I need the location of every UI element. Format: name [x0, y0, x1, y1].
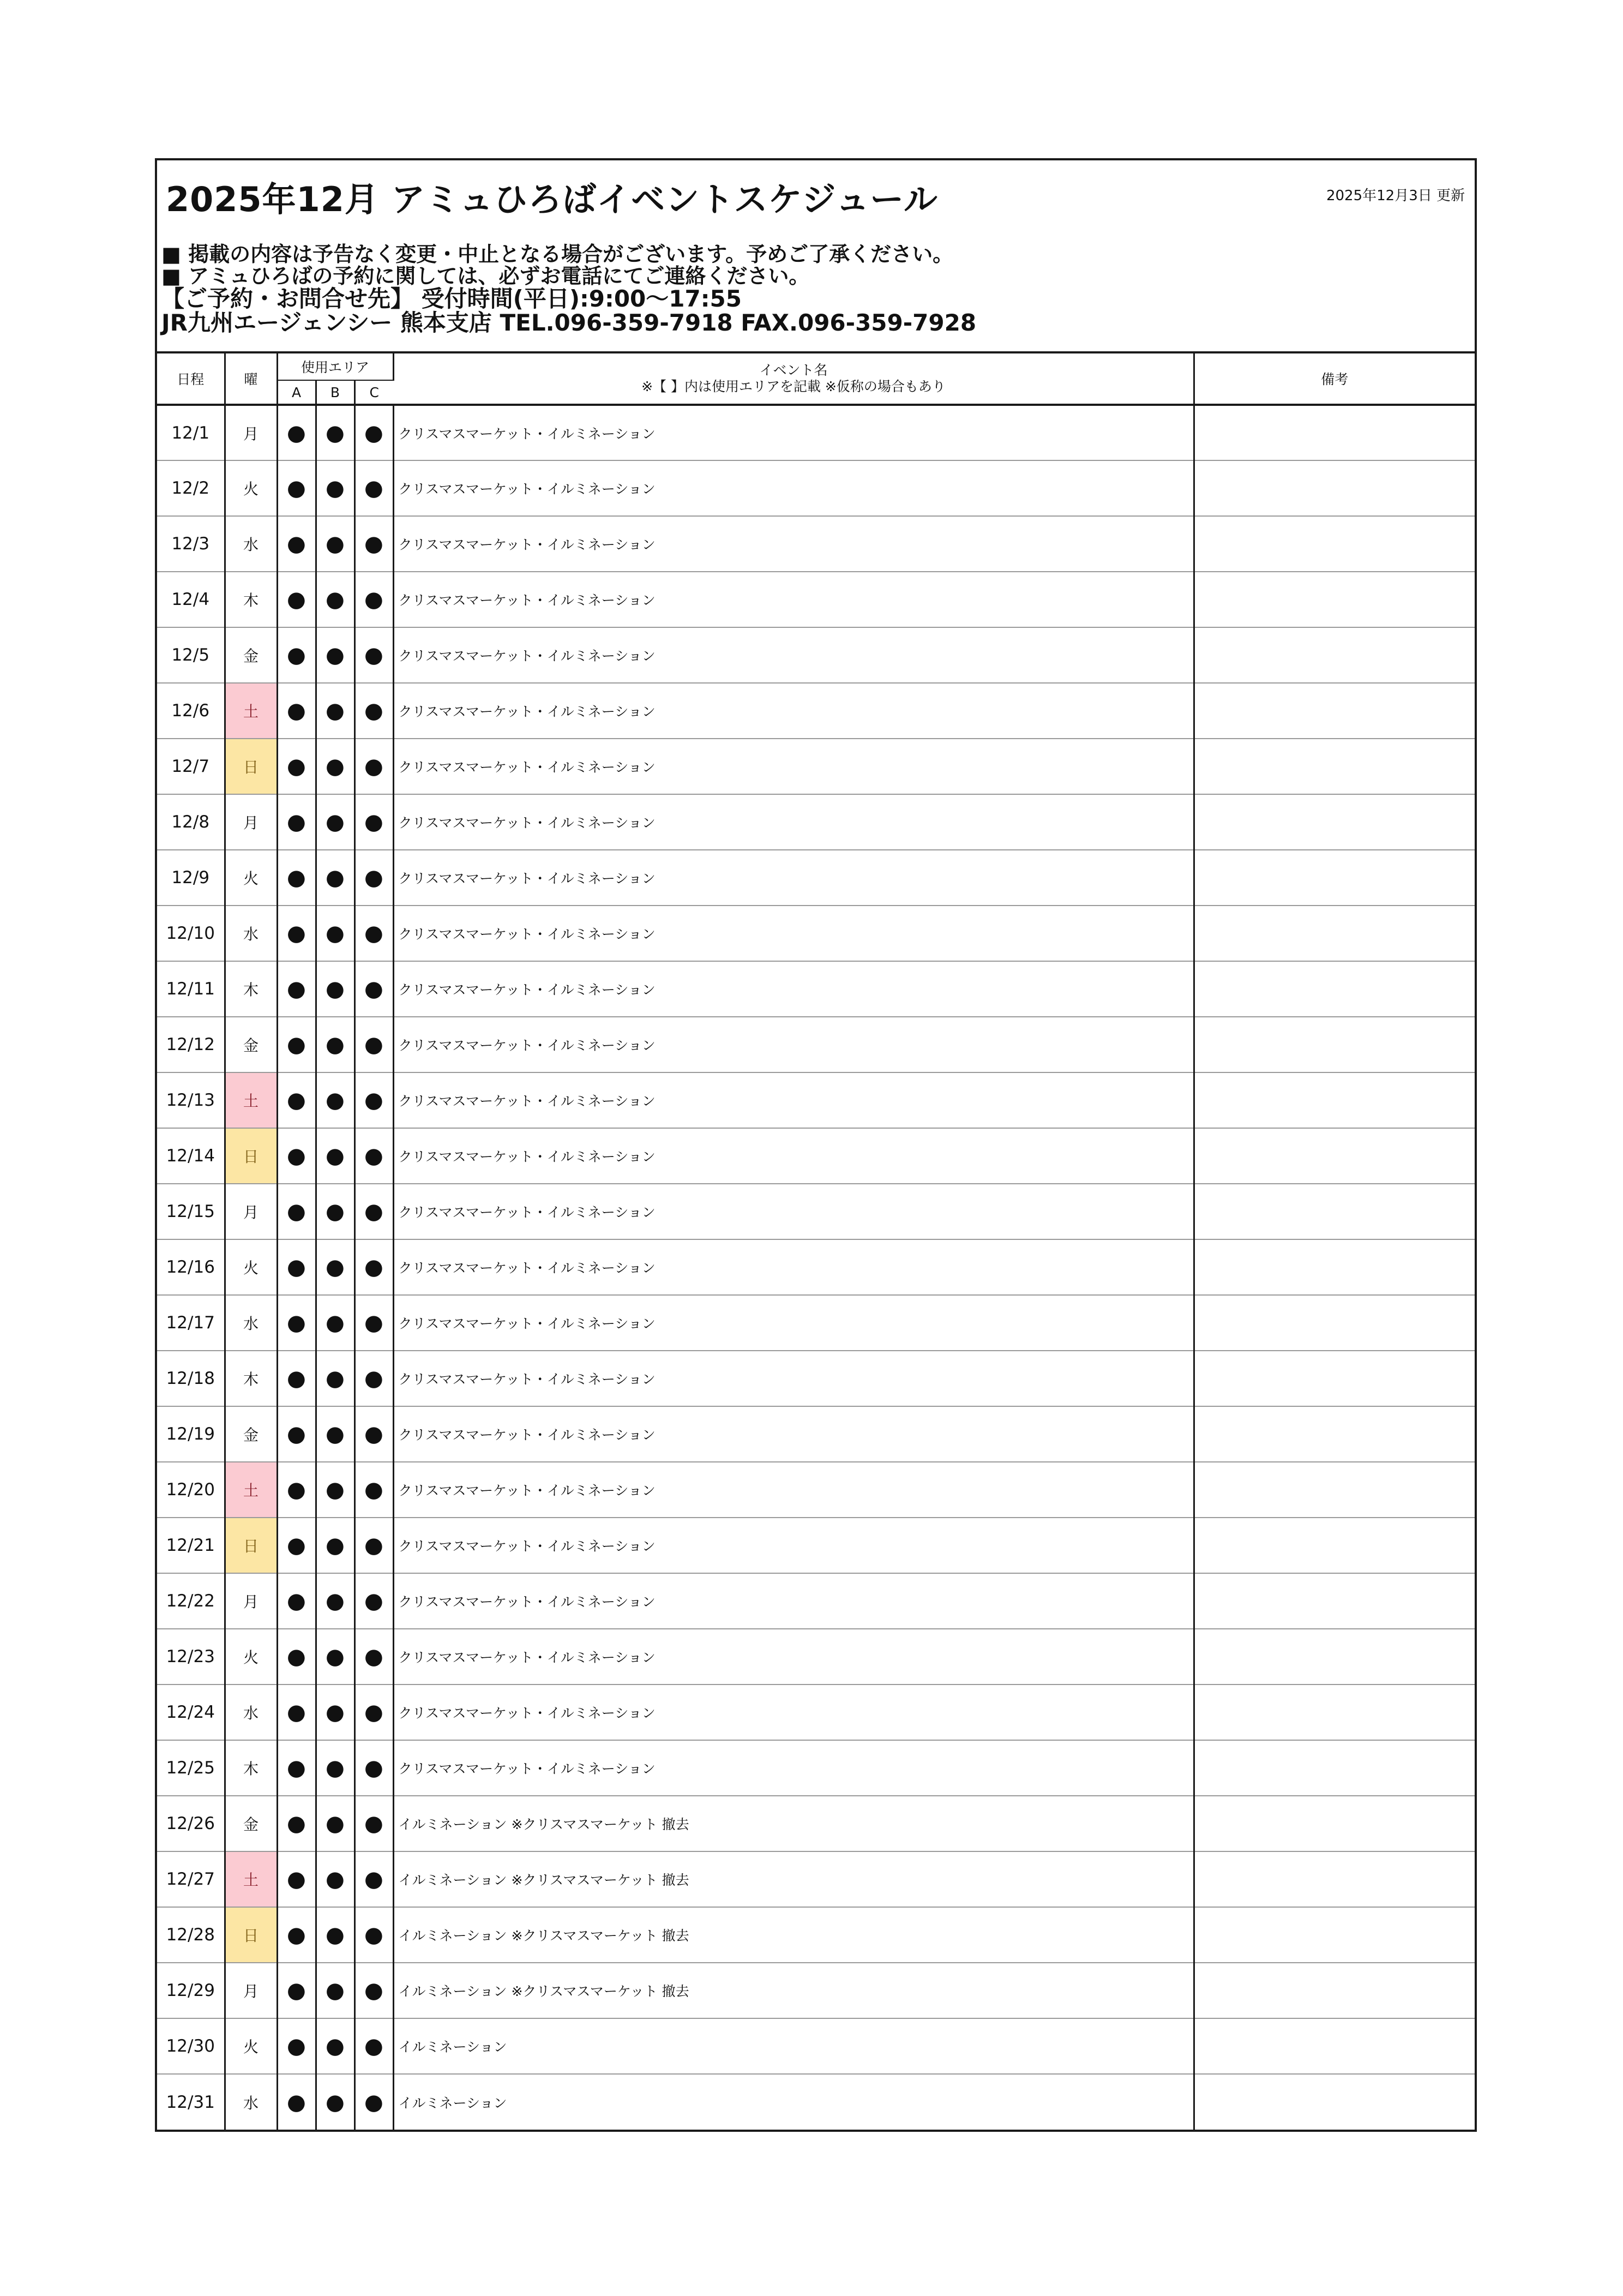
date-cell: 12/21 — [157, 1518, 225, 1573]
date-cell: 12/30 — [157, 2018, 225, 2074]
remarks-cell — [1194, 1963, 1475, 2018]
area-c-mark: ● — [354, 1851, 393, 1907]
date-cell: 12/17 — [157, 1295, 225, 1351]
column-header-area-a: A — [277, 380, 316, 405]
day-of-week-cell: 木 — [225, 961, 277, 1017]
remarks-cell — [1194, 1351, 1475, 1406]
column-header-area-b: B — [316, 380, 354, 405]
column-header-event-note: ※【 】内は使用エリアを記載 ※仮称の場合もあり — [641, 379, 946, 394]
day-of-week-cell: 日 — [225, 1128, 277, 1184]
area-a-mark: ● — [277, 739, 316, 794]
updated-date: 2025年12月3日 更新 — [1326, 188, 1465, 204]
area-c-mark: ● — [354, 1351, 393, 1406]
area-b-mark: ● — [316, 516, 354, 572]
date-cell: 12/29 — [157, 1963, 225, 2018]
area-c-mark: ● — [354, 739, 393, 794]
date-cell: 12/5 — [157, 627, 225, 683]
event-name-cell: クリスマスマーケット・イルミネーション — [393, 1462, 1194, 1518]
contact-hours: 【ご予約・お問合せ先】 受付時間(平日):9:00～17:55 — [161, 285, 742, 312]
event-name-cell: クリスマスマーケット・イルミネーション — [393, 683, 1194, 739]
remarks-cell — [1194, 2074, 1475, 2130]
area-a-mark: ● — [277, 1462, 316, 1518]
event-name-cell: クリスマスマーケット・イルミネーション — [393, 460, 1194, 516]
date-cell: 12/6 — [157, 683, 225, 739]
event-name-cell: クリスマスマーケット・イルミネーション — [393, 1351, 1194, 1406]
area-b-mark: ● — [316, 2018, 354, 2074]
area-b-mark: ● — [316, 1573, 354, 1629]
table-row — [157, 627, 1475, 683]
day-of-week-cell: 木 — [225, 572, 277, 627]
area-b-mark: ● — [316, 906, 354, 961]
area-c-mark: ● — [354, 572, 393, 627]
area-a-mark: ● — [277, 1184, 316, 1239]
day-of-week-cell: 水 — [225, 516, 277, 572]
remarks-cell — [1194, 1684, 1475, 1740]
area-c-mark: ● — [354, 906, 393, 961]
schedule-rows — [157, 405, 1475, 2130]
table-row — [157, 961, 1475, 1017]
remarks-cell — [1194, 1629, 1475, 1684]
date-cell: 12/1 — [157, 405, 225, 460]
area-c-mark: ● — [354, 1128, 393, 1184]
date-cell: 12/16 — [157, 1239, 225, 1295]
date-cell: 12/23 — [157, 1629, 225, 1684]
remarks-cell — [1194, 683, 1475, 739]
column-header-dow: 曜 — [225, 353, 277, 405]
day-of-week-cell: 火 — [225, 1629, 277, 1684]
area-b-mark: ● — [316, 1629, 354, 1684]
area-b-mark: ● — [316, 1684, 354, 1740]
area-c-mark: ● — [354, 1239, 393, 1295]
event-name-cell: クリスマスマーケット・イルミネーション — [393, 516, 1194, 572]
day-of-week-cell: 日 — [225, 1907, 277, 1963]
event-name-cell: クリスマスマーケット・イルミネーション — [393, 1184, 1194, 1239]
event-name-cell: クリスマスマーケット・イルミネーション — [393, 1239, 1194, 1295]
event-name-cell: イルミネーション ※クリスマスマーケット 撤去 — [393, 1796, 1194, 1851]
area-c-mark: ● — [354, 2074, 393, 2130]
remarks-cell — [1194, 739, 1475, 794]
remarks-cell — [1194, 1295, 1475, 1351]
area-c-mark: ● — [354, 405, 393, 460]
day-of-week-cell: 水 — [225, 906, 277, 961]
column-header-date: 日程 — [157, 353, 225, 405]
day-of-week-cell: 火 — [225, 1239, 277, 1295]
day-of-week-cell: 月 — [225, 1963, 277, 2018]
area-c-mark: ● — [354, 1907, 393, 1963]
area-a-mark: ● — [277, 1629, 316, 1684]
date-cell: 12/15 — [157, 1184, 225, 1239]
event-name-cell: クリスマスマーケット・イルミネーション — [393, 1629, 1194, 1684]
area-c-mark: ● — [354, 1406, 393, 1462]
event-name-cell: クリスマスマーケット・イルミネーション — [393, 1518, 1194, 1573]
remarks-cell — [1194, 961, 1475, 1017]
table-row — [157, 739, 1475, 794]
table-row — [157, 1017, 1475, 1072]
area-c-mark: ● — [354, 1072, 393, 1128]
day-of-week-cell: 月 — [225, 405, 277, 460]
area-a-mark: ● — [277, 961, 316, 1017]
remarks-cell — [1194, 1573, 1475, 1629]
date-cell: 12/28 — [157, 1907, 225, 1963]
table-row — [157, 1573, 1475, 1629]
area-a-mark: ● — [277, 1017, 316, 1072]
table-row — [157, 572, 1475, 627]
area-c-mark: ● — [354, 2018, 393, 2074]
area-a-mark: ● — [277, 1851, 316, 1907]
day-of-week-cell: 木 — [225, 1740, 277, 1796]
table-row — [157, 516, 1475, 572]
date-cell: 12/25 — [157, 1740, 225, 1796]
table-row — [157, 460, 1475, 516]
area-b-mark: ● — [316, 1017, 354, 1072]
area-a-mark: ● — [277, 1518, 316, 1573]
area-a-mark: ● — [277, 460, 316, 516]
day-of-week-cell: 金 — [225, 627, 277, 683]
area-c-mark: ● — [354, 1518, 393, 1573]
area-c-mark: ● — [354, 1963, 393, 2018]
date-cell: 12/8 — [157, 794, 225, 850]
schedule-header — [157, 160, 1475, 353]
event-name-cell: クリスマスマーケット・イルミネーション — [393, 405, 1194, 460]
day-of-week-cell: 火 — [225, 850, 277, 906]
table-row — [157, 2018, 1475, 2074]
area-b-mark: ● — [316, 739, 354, 794]
table-row — [157, 906, 1475, 961]
date-cell: 12/20 — [157, 1462, 225, 1518]
area-b-mark: ● — [316, 1072, 354, 1128]
table-row — [157, 1184, 1475, 1239]
area-a-mark: ● — [277, 2018, 316, 2074]
area-b-mark: ● — [316, 794, 354, 850]
table-row — [157, 1684, 1475, 1740]
area-b-mark: ● — [316, 1184, 354, 1239]
table-row — [157, 1406, 1475, 1462]
area-a-mark: ● — [277, 516, 316, 572]
notice-line-reservation: ■ アミュひろばの予約に関しては、必ずお電話にてご連絡ください。 — [161, 264, 810, 288]
table-row — [157, 1851, 1475, 1907]
table-row — [157, 1963, 1475, 2018]
area-c-mark: ● — [354, 961, 393, 1017]
table-row — [157, 794, 1475, 850]
area-b-mark: ● — [316, 961, 354, 1017]
remarks-cell — [1194, 1462, 1475, 1518]
area-b-mark: ● — [316, 460, 354, 516]
area-a-mark: ● — [277, 794, 316, 850]
event-name-cell: クリスマスマーケット・イルミネーション — [393, 572, 1194, 627]
date-cell: 12/26 — [157, 1796, 225, 1851]
table-row — [157, 1518, 1475, 1573]
day-of-week-cell: 土 — [225, 683, 277, 739]
table-row — [157, 2074, 1475, 2130]
date-cell: 12/14 — [157, 1128, 225, 1184]
date-cell: 12/22 — [157, 1573, 225, 1629]
date-cell: 12/18 — [157, 1351, 225, 1406]
area-a-mark: ● — [277, 906, 316, 961]
area-a-mark: ● — [277, 1963, 316, 2018]
area-a-mark: ● — [277, 1796, 316, 1851]
remarks-cell — [1194, 1406, 1475, 1462]
day-of-week-cell: 土 — [225, 1072, 277, 1128]
area-b-mark: ● — [316, 1295, 354, 1351]
day-of-week-cell: 日 — [225, 1518, 277, 1573]
table-row — [157, 405, 1475, 460]
area-c-mark: ● — [354, 1184, 393, 1239]
day-of-week-cell: 水 — [225, 1684, 277, 1740]
day-of-week-cell: 土 — [225, 1462, 277, 1518]
table-row — [157, 1462, 1475, 1518]
date-cell: 12/13 — [157, 1072, 225, 1128]
date-cell: 12/3 — [157, 516, 225, 572]
remarks-cell — [1194, 2018, 1475, 2074]
area-c-mark: ● — [354, 1295, 393, 1351]
day-of-week-cell: 土 — [225, 1851, 277, 1907]
remarks-cell — [1194, 1128, 1475, 1184]
date-cell: 12/11 — [157, 961, 225, 1017]
table-row — [157, 1128, 1475, 1184]
area-a-mark: ● — [277, 572, 316, 627]
event-name-cell: イルミネーション ※クリスマスマーケット 撤去 — [393, 1963, 1194, 2018]
area-c-mark: ● — [354, 1629, 393, 1684]
area-a-mark: ● — [277, 627, 316, 683]
table-row — [157, 1351, 1475, 1406]
date-cell: 12/2 — [157, 460, 225, 516]
area-a-mark: ● — [277, 850, 316, 906]
area-c-mark: ● — [354, 683, 393, 739]
area-a-mark: ● — [277, 1351, 316, 1406]
day-of-week-cell: 木 — [225, 1351, 277, 1406]
column-header-remarks: 備考 — [1194, 353, 1475, 405]
remarks-cell — [1194, 1851, 1475, 1907]
event-name-cell: クリスマスマーケット・イルミネーション — [393, 627, 1194, 683]
event-name-cell: クリスマスマーケット・イルミネーション — [393, 739, 1194, 794]
column-header-area: 使用エリア — [277, 353, 393, 380]
date-cell: 12/9 — [157, 850, 225, 906]
table-row — [157, 1907, 1475, 1963]
event-name-cell: クリスマスマーケット・イルミネーション — [393, 1573, 1194, 1629]
remarks-cell — [1194, 1239, 1475, 1295]
remarks-cell — [1194, 1072, 1475, 1128]
table-row — [157, 683, 1475, 739]
date-cell: 12/12 — [157, 1017, 225, 1072]
area-a-mark: ● — [277, 1295, 316, 1351]
day-of-week-cell: 金 — [225, 1406, 277, 1462]
area-c-mark: ● — [354, 1796, 393, 1851]
date-cell: 12/10 — [157, 906, 225, 961]
day-of-week-cell: 月 — [225, 1184, 277, 1239]
area-b-mark: ● — [316, 1851, 354, 1907]
area-a-mark: ● — [277, 1573, 316, 1629]
area-c-mark: ● — [354, 627, 393, 683]
event-name-cell: クリスマスマーケット・イルミネーション — [393, 906, 1194, 961]
area-b-mark: ● — [316, 1462, 354, 1518]
page-title: 2025年12月 アミュひろばイベントスケジュール — [166, 179, 938, 219]
day-of-week-cell: 金 — [225, 1017, 277, 1072]
area-b-mark: ● — [316, 1907, 354, 1963]
area-c-mark: ● — [354, 794, 393, 850]
area-c-mark: ● — [354, 1684, 393, 1740]
column-header-event — [393, 353, 1194, 405]
date-cell: 12/19 — [157, 1406, 225, 1462]
area-c-mark: ● — [354, 460, 393, 516]
remarks-cell — [1194, 405, 1475, 460]
area-b-mark: ● — [316, 572, 354, 627]
remarks-cell — [1194, 1740, 1475, 1796]
remarks-cell — [1194, 516, 1475, 572]
area-b-mark: ● — [316, 1740, 354, 1796]
area-a-mark: ● — [277, 1907, 316, 1963]
remarks-cell — [1194, 1518, 1475, 1573]
event-name-cell: クリスマスマーケット・イルミネーション — [393, 850, 1194, 906]
table-row — [157, 1740, 1475, 1796]
notice-block — [161, 243, 976, 335]
date-cell: 12/31 — [157, 2074, 225, 2130]
table-row — [157, 1072, 1475, 1128]
day-of-week-cell: 水 — [225, 1295, 277, 1351]
event-name-cell: イルミネーション — [393, 2074, 1194, 2130]
day-of-week-cell: 月 — [225, 794, 277, 850]
area-b-mark: ● — [316, 627, 354, 683]
date-cell: 12/4 — [157, 572, 225, 627]
area-b-mark: ● — [316, 1518, 354, 1573]
area-b-mark: ● — [316, 1351, 354, 1406]
date-cell: 12/27 — [157, 1851, 225, 1907]
area-b-mark: ● — [316, 1796, 354, 1851]
event-name-cell: イルミネーション ※クリスマスマーケット 撤去 — [393, 1907, 1194, 1963]
event-name-cell: イルミネーション ※クリスマスマーケット 撤去 — [393, 1851, 1194, 1907]
remarks-cell — [1194, 1907, 1475, 1963]
area-c-mark: ● — [354, 1573, 393, 1629]
area-b-mark: ● — [316, 850, 354, 906]
remarks-cell — [1194, 850, 1475, 906]
date-cell: 12/7 — [157, 739, 225, 794]
day-of-week-cell: 月 — [225, 1573, 277, 1629]
area-c-mark: ● — [354, 850, 393, 906]
remarks-cell — [1194, 1017, 1475, 1072]
remarks-cell — [1194, 572, 1475, 627]
area-a-mark: ● — [277, 1128, 316, 1184]
area-b-mark: ● — [316, 1239, 354, 1295]
event-name-cell: クリスマスマーケット・イルミネーション — [393, 794, 1194, 850]
column-header-area-c: C — [354, 380, 393, 405]
day-of-week-cell: 火 — [225, 2018, 277, 2074]
event-name-cell: クリスマスマーケット・イルミネーション — [393, 1684, 1194, 1740]
date-cell: 12/24 — [157, 1684, 225, 1740]
notice-line-change: ■ 掲載の内容は予告なく変更・中止となる場合がございます。予めご了承ください。 — [161, 242, 954, 266]
event-name-cell: クリスマスマーケット・イルミネーション — [393, 1295, 1194, 1351]
remarks-cell — [1194, 1796, 1475, 1851]
table-row — [157, 1629, 1475, 1684]
event-name-cell: クリスマスマーケット・イルミネーション — [393, 1128, 1194, 1184]
event-name-cell: クリスマスマーケット・イルミネーション — [393, 1017, 1194, 1072]
remarks-cell — [1194, 1184, 1475, 1239]
area-b-mark: ● — [316, 1406, 354, 1462]
area-a-mark: ● — [277, 1740, 316, 1796]
remarks-cell — [1194, 627, 1475, 683]
area-a-mark: ● — [277, 405, 316, 460]
day-of-week-cell: 水 — [225, 2074, 277, 2130]
remarks-cell — [1194, 460, 1475, 516]
area-a-mark: ● — [277, 2074, 316, 2130]
contact-info: JR九州エージェンシー 熊本支店 TEL.096-359-7918 FAX.096-359-7928 — [161, 309, 977, 336]
area-c-mark: ● — [354, 1740, 393, 1796]
area-b-mark: ● — [316, 683, 354, 739]
table-row — [157, 1239, 1475, 1295]
area-b-mark: ● — [316, 1128, 354, 1184]
area-b-mark: ● — [316, 405, 354, 460]
area-a-mark: ● — [277, 683, 316, 739]
event-name-cell: クリスマスマーケット・イルミネーション — [393, 1406, 1194, 1462]
event-name-cell: クリスマスマーケット・イルミネーション — [393, 1740, 1194, 1796]
area-c-mark: ● — [354, 516, 393, 572]
table-row — [157, 1796, 1475, 1851]
area-a-mark: ● — [277, 1684, 316, 1740]
event-name-cell: イルミネーション — [393, 2018, 1194, 2074]
area-b-mark: ● — [316, 2074, 354, 2130]
remarks-cell — [1194, 794, 1475, 850]
remarks-cell — [1194, 906, 1475, 961]
table-row — [157, 850, 1475, 906]
schedule-sheet — [155, 158, 1477, 2132]
area-b-mark: ● — [316, 1963, 354, 2018]
area-a-mark: ● — [277, 1072, 316, 1128]
area-a-mark: ● — [277, 1406, 316, 1462]
day-of-week-cell: 金 — [225, 1796, 277, 1851]
area-a-mark: ● — [277, 1239, 316, 1295]
event-name-cell: クリスマスマーケット・イルミネーション — [393, 961, 1194, 1017]
day-of-week-cell: 日 — [225, 739, 277, 794]
schedule-table — [157, 353, 1475, 2130]
day-of-week-cell: 火 — [225, 460, 277, 516]
area-c-mark: ● — [354, 1462, 393, 1518]
area-c-mark: ● — [354, 1017, 393, 1072]
event-name-cell: クリスマスマーケット・イルミネーション — [393, 1072, 1194, 1128]
table-row — [157, 1295, 1475, 1351]
column-header-event-title: イベント名 — [759, 362, 828, 378]
